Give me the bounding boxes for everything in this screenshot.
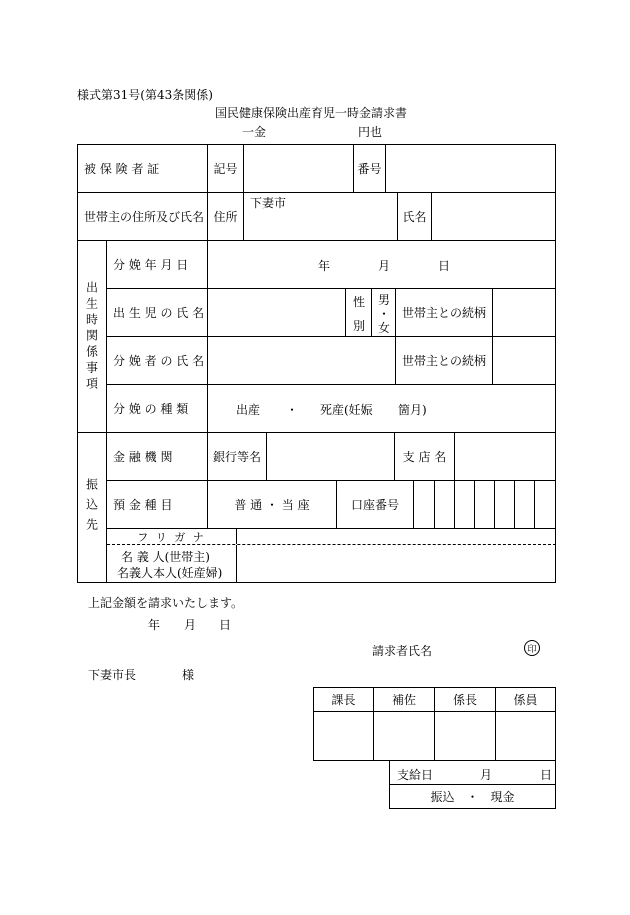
payment-method[interactable]: 振込 ・ 現金 [430,790,515,804]
holder-label-mother: 名義人本人(妊産婦) [117,566,223,580]
holder-name-field[interactable] [237,545,556,583]
birth-type-months: 箇月) [398,403,427,417]
sex-option[interactable] [372,289,396,336]
address-label: 住所 [208,193,244,240]
name-label: 氏名 [398,193,432,240]
mother-relation-field[interactable] [493,337,556,384]
child-relation-field[interactable] [493,289,556,336]
birth-type-field[interactable] [208,385,556,432]
payday-day-unit: 日 [540,768,553,782]
stamp-cell-chief[interactable] [314,712,374,760]
insured-row [78,145,556,193]
address-field[interactable] [244,193,398,240]
child-name-field[interactable] [208,289,346,336]
payday-row [390,761,555,785]
amount-prefix: 一金 [242,125,267,139]
stamp-header-assistant: 補佐 [374,688,435,712]
form-number: 様式第31号(第43条関係) [77,88,213,102]
bangou-field[interactable] [386,145,556,192]
insured-card-label: 被 保 険 者 証 [78,145,208,192]
furigana-label: フ リ ガ ナ [107,529,237,544]
form-title: 国民健康保険出産育児一時金請求書 [215,106,408,120]
branch-label: 支 店 名 [395,433,455,480]
account-number-label: 口座番号 [337,481,414,528]
stamp-cell-staff[interactable] [496,712,555,760]
bank-row [107,433,556,481]
birth-date-row [107,241,556,289]
furigana-field[interactable] [237,529,556,544]
sex-male[interactable]: 男 [378,293,391,307]
holder-label [107,545,237,583]
bank-label: 金 融 機 関 [107,433,208,480]
request-month-unit: 月 [184,618,197,632]
birth-day-unit: 日 [438,259,451,273]
birth-date-label: 分 娩 年 月 日 [107,241,208,288]
address-value: 下妻市 [250,196,287,210]
birth-type-label: 分 娩 の 種 類 [107,385,208,432]
householder-row [78,193,556,241]
account-digit-5[interactable] [495,481,515,528]
birth-type-dot: ・ [286,403,299,417]
kigou-field[interactable] [244,145,354,192]
bank-name-field[interactable] [267,433,395,480]
amount-suffix: 円也 [358,125,383,139]
payday-month-unit: 月 [480,768,493,782]
birth-date-field[interactable] [208,241,556,288]
sex-label-2: 別 [353,319,366,333]
seal-mark: 印 [524,640,540,656]
sex-female[interactable]: 女 [378,321,391,335]
birth-type-live[interactable]: 出産 [236,403,261,417]
stamp-header-chief: 課長 [314,688,374,712]
stamp-cell-section-chief[interactable] [435,712,496,760]
transfer-section-label: 振込先 [84,478,99,538]
sex-label [346,289,372,336]
bangou-label: 番号 [354,145,386,192]
mother-name-field[interactable] [208,337,396,384]
stamp-header-staff: 係員 [496,688,555,712]
deposit-type[interactable]: 普 通 ・ 当 座 [208,481,337,528]
name-field[interactable] [432,193,556,240]
payment-box [389,760,556,809]
furigana-row [107,529,556,545]
birth-section-label: 出生時関係事項 [84,280,99,393]
stamp-cell-assistant[interactable] [374,712,435,760]
birth-month-unit: 月 [378,259,391,273]
birth-section [78,241,556,433]
birth-year-unit: 年 [318,259,331,273]
birth-type-row [107,385,556,432]
householder-label: 世帯主の住所及び氏名 [78,193,208,240]
mother-relation-label: 世帯主との続柄 [396,337,493,384]
payday-label: 支給日 [397,768,434,782]
account-digit-1[interactable] [414,481,435,528]
stamp-header-section-chief: 係長 [435,688,496,712]
sex-dot: ・ [378,307,391,321]
holder-label-householder: 名 義 人(世帯主) [121,550,210,564]
birth-type-still[interactable]: 死産(妊娠 [320,403,373,417]
kigou-label: 記号 [208,145,244,192]
addressee-suffix: 様 [182,668,195,682]
requester-name-label: 請求者氏名 [372,644,433,658]
request-text: 上記金額を請求いたします。 [88,596,244,610]
child-relation-label: 世帯主との続柄 [396,289,493,336]
deposit-label: 預 金 種 目 [107,481,208,528]
account-digit-4[interactable] [475,481,495,528]
branch-field[interactable] [455,433,556,480]
deposit-row [107,481,556,529]
addressee: 下妻市長 [88,668,137,682]
holder-row [107,545,556,583]
main-form [77,144,556,583]
approval-stamp-box [313,687,556,761]
request-day-unit: 日 [219,618,232,632]
child-row [107,289,556,337]
bank-name-label: 銀行等名 [208,433,267,480]
account-digit-2[interactable] [435,481,455,528]
account-digit-3[interactable] [455,481,475,528]
mother-name-label: 分 娩 者 の 氏 名 [107,337,208,384]
account-digit-7[interactable] [535,481,556,528]
account-digit-6[interactable] [515,481,535,528]
request-year-unit: 年 [148,618,161,632]
transfer-section [78,433,556,583]
child-name-label: 出 生 児 の 氏 名 [107,289,208,336]
sex-label-1: 性 [353,295,366,309]
mother-row [107,337,556,385]
